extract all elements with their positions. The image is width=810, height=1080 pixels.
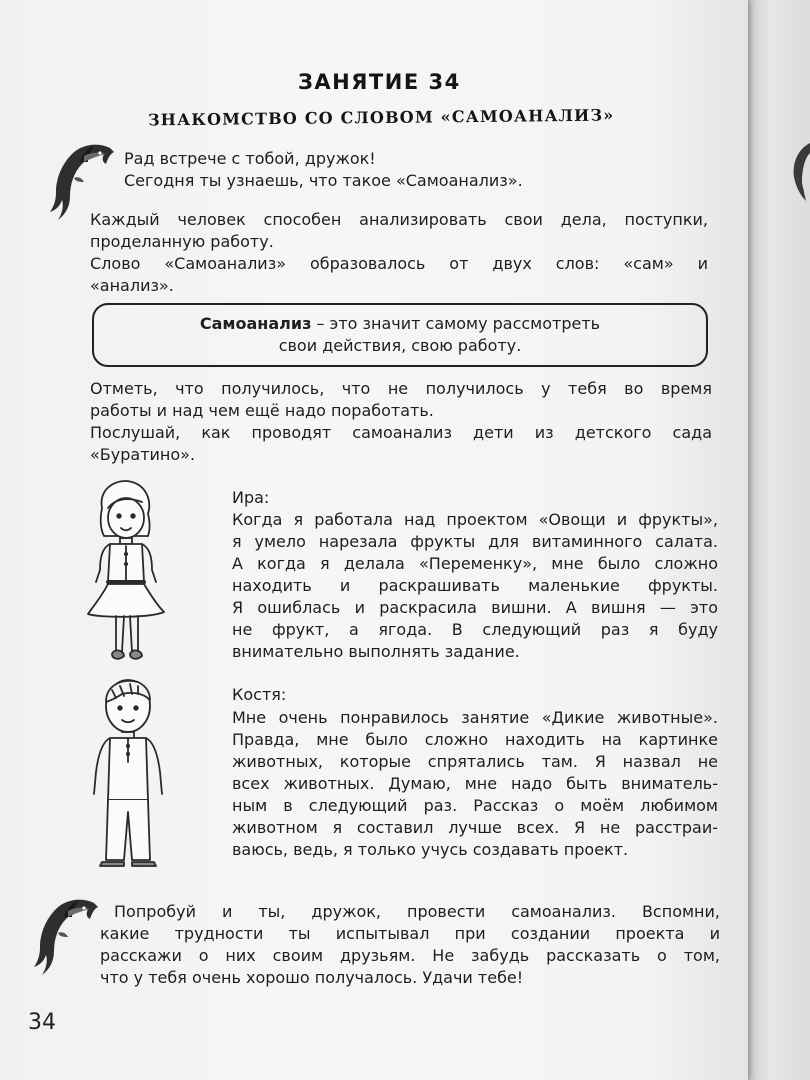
kostya-line: животных, которые спрятались там. Я назвал не [232, 752, 718, 771]
ira-line: внимательно выполнять задание. [232, 642, 520, 661]
lesson-title: ЗАНЯТИЕ 34 [298, 70, 461, 94]
dolphin-icon [788, 135, 810, 205]
boy-kostya-illustration [84, 676, 176, 876]
kostya-name: Костя: [232, 685, 287, 704]
closing-line: расскажи о них своим друзьям. Не забудь рассказать о том, [100, 946, 720, 965]
greeting-line: Рад встрече с тобой, дружок! [124, 149, 376, 168]
kostya-speech [232, 707, 718, 861]
dolphin-icon [28, 895, 98, 977]
definition-term: Самоанализ [199, 314, 312, 333]
closing-line: Попробуй и ты, дружок, провести самоанализ. Вспомни, [114, 902, 720, 921]
intro-paragraph [90, 209, 708, 297]
greeting-line: Сегодня ты узнаешь, что такое «Самоанализ». [124, 171, 523, 190]
ira-speech [232, 509, 718, 663]
ira-line: находить и раскрашивать маленькие фрукты. [232, 576, 718, 595]
instruction-line: Отметь, что получилось, что не получилось у тебя во время [90, 379, 712, 398]
lesson-subtitle: ЗНАКОМСТВО СО СЛОВОМ «САМОАНАЛИЗ» [147, 105, 615, 130]
ira-name: Ира: [232, 488, 270, 507]
ira-line: А когда я делала «Переменку», мне было сложно [232, 554, 718, 573]
definition-box [92, 303, 708, 367]
intro-line: проделанную работу. [90, 232, 274, 251]
ira-line: Я ошиблась и раскрасила вишни. А вишня — это [232, 598, 718, 617]
kostya-line: Правда, мне было сложно находить на картинке [232, 730, 718, 749]
instruction-line: Послушай, как проводят самоанализ дети из детского сада [90, 423, 712, 442]
page-number: 34 [28, 1010, 56, 1035]
girl-ira-illustration [80, 478, 172, 670]
definition-rest: – это значит самому рассмотреть [311, 314, 601, 333]
ira-line: не фрукт, а ягода. В следующий раз я буду [232, 620, 718, 639]
closing-paragraph [100, 901, 720, 989]
definition-text [94, 313, 706, 357]
intro-line: Каждый человек способен анализировать свои дела, поступки, [90, 210, 708, 229]
kostya-line: животном я составил лучше всех. Я не расстраи- [232, 818, 718, 837]
instruction-line: работы и над чем ещё надо поработать. [90, 401, 434, 420]
closing-line: какие трудности ты испытывал при создании проекта и [100, 924, 720, 943]
intro-line: Слово «Самоанализ» образовалось от двух слов: «сам» и [90, 254, 708, 273]
intro-line: «анализ». [90, 276, 174, 295]
kostya-line: всех животных. Думаю, мне надо быть вниматель- [232, 774, 718, 793]
kostya-line: ваюсь, ведь, я только учусь создавать проект. [232, 840, 629, 859]
ira-line: я умело нарезала фрукты для витаминного салата. [232, 532, 718, 551]
closing-line: что у тебя очень хорошо получалось. Удачи тебе! [100, 968, 524, 987]
instruction-line: «Буратино». [90, 445, 196, 464]
instruction-paragraph [90, 378, 712, 466]
kostya-line: ным в следующий раз. Рассказ о моём любимом [232, 796, 718, 815]
definition-line2: свои действия, свою работу. [278, 336, 522, 355]
ira-line: Когда я работала над проектом «Овощи и фрукты», [232, 510, 718, 529]
kostya-line: Мне очень понравилось занятие «Дикие животные». [232, 708, 718, 727]
